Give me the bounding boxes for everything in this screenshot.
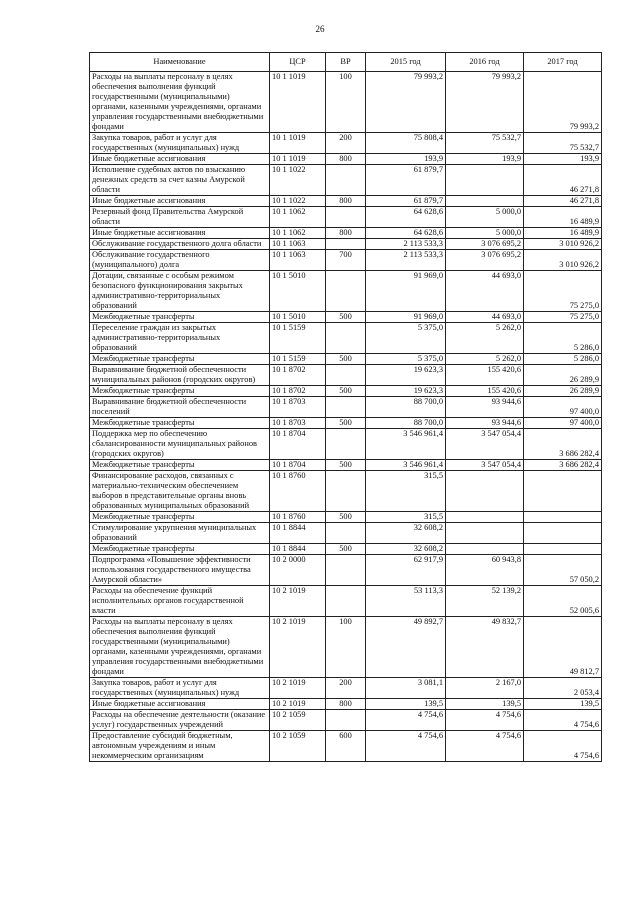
cell-2017: 26 289,9 bbox=[524, 386, 602, 397]
cell-2015: 61 879,7 bbox=[366, 196, 446, 207]
table-row bbox=[90, 397, 602, 418]
cell-csr: 10 1 1022 bbox=[270, 165, 326, 196]
cell-2015: 5 375,0 bbox=[366, 323, 446, 354]
cell-csr: 10 1 5010 bbox=[270, 271, 326, 312]
cell-2015: 5 375,0 bbox=[366, 354, 446, 365]
table-row bbox=[90, 354, 602, 365]
cell-2017: 75 275,0 bbox=[524, 312, 602, 323]
cell-vr: 500 bbox=[326, 386, 366, 397]
cell-2017: 97 400,0 bbox=[524, 397, 602, 418]
cell-vr: 500 bbox=[326, 544, 366, 555]
cell-2017: 4 754,6 bbox=[524, 731, 602, 762]
cell-2017: 57 050,2 bbox=[524, 555, 602, 586]
cell-2017: 79 993,2 bbox=[524, 72, 602, 133]
cell-name: Межбюджетные трансферты bbox=[90, 354, 270, 365]
cell-name: Межбюджетные трансферты bbox=[90, 312, 270, 323]
cell-2017 bbox=[524, 523, 602, 544]
cell-csr: 10 1 1062 bbox=[270, 207, 326, 228]
cell-vr: 600 bbox=[326, 731, 366, 762]
table-row bbox=[90, 312, 602, 323]
cell-2015: 88 700,0 bbox=[366, 418, 446, 429]
cell-2015: 64 628,6 bbox=[366, 228, 446, 239]
cell-2016: 2 167,0 bbox=[446, 678, 524, 699]
cell-2015: 64 628,6 bbox=[366, 207, 446, 228]
cell-name: Переселение граждан из закрытых административно-территориальных образований bbox=[90, 323, 270, 354]
cell-2017 bbox=[524, 471, 602, 512]
cell-2016 bbox=[446, 196, 524, 207]
table-row bbox=[90, 710, 602, 731]
cell-csr: 10 1 5159 bbox=[270, 323, 326, 354]
table-row bbox=[90, 471, 602, 512]
cell-2016 bbox=[446, 523, 524, 544]
cell-name: Иные бюджетные ассигнования bbox=[90, 154, 270, 165]
cell-name: Подпрограмма «Повышение эффективности использования государственного имущества Амурской области» bbox=[90, 555, 270, 586]
cell-name: Дотации, связанные с особым режимом безопасного функционирования закрытых административно-территориальных образований bbox=[90, 271, 270, 312]
cell-2017: 16 489,9 bbox=[524, 207, 602, 228]
cell-name: Закупка товаров, работ и услуг для государственных (муниципальных) нужд bbox=[90, 133, 270, 154]
cell-name: Исполнение судебных актов по взысканию денежных средств за счет казны Амурской области bbox=[90, 165, 270, 196]
budget-table bbox=[89, 52, 602, 762]
cell-2016: 193,9 bbox=[446, 154, 524, 165]
cell-2015: 4 754,6 bbox=[366, 731, 446, 762]
cell-2016: 3 547 054,4 bbox=[446, 429, 524, 460]
cell-csr: 10 1 1019 bbox=[270, 72, 326, 133]
cell-2017: 2 053,4 bbox=[524, 678, 602, 699]
cell-csr: 10 1 8704 bbox=[270, 460, 326, 471]
cell-name: Поддержка мер по обеспечению сбалансированности муниципальных районов (городских округов) bbox=[90, 429, 270, 460]
cell-csr: 10 1 5159 bbox=[270, 354, 326, 365]
cell-2017: 3 686 282,4 bbox=[524, 460, 602, 471]
table-row bbox=[90, 365, 602, 386]
cell-2017: 26 289,9 bbox=[524, 365, 602, 386]
cell-2016: 93 944,6 bbox=[446, 397, 524, 418]
cell-2016: 5 262,0 bbox=[446, 354, 524, 365]
table-row bbox=[90, 429, 602, 460]
cell-csr: 10 2 1019 bbox=[270, 699, 326, 710]
cell-vr: 800 bbox=[326, 228, 366, 239]
cell-2015: 75 808,4 bbox=[366, 133, 446, 154]
table-row bbox=[90, 196, 602, 207]
cell-csr: 10 1 8844 bbox=[270, 544, 326, 555]
cell-2016: 5 262,0 bbox=[446, 323, 524, 354]
cell-2016: 155 420,6 bbox=[446, 365, 524, 386]
cell-csr: 10 1 5010 bbox=[270, 312, 326, 323]
cell-2015: 62 917,9 bbox=[366, 555, 446, 586]
cell-vr: 100 bbox=[326, 617, 366, 678]
table-row bbox=[90, 154, 602, 165]
cell-2015: 193,9 bbox=[366, 154, 446, 165]
cell-csr: 10 2 1019 bbox=[270, 617, 326, 678]
cell-2016: 52 139,2 bbox=[446, 586, 524, 617]
cell-csr: 10 2 1059 bbox=[270, 710, 326, 731]
cell-2017 bbox=[524, 512, 602, 523]
cell-name: Расходы на выплаты персоналу в целях обеспечения выполнения функций государственными (муниципальными) органами, казенными учреждениями, органами управления государственными внебюджетными фондами bbox=[90, 617, 270, 678]
cell-2016: 3 076 695,2 bbox=[446, 250, 524, 271]
cell-vr bbox=[326, 429, 366, 460]
cell-vr: 500 bbox=[326, 354, 366, 365]
cell-2017: 3 010 926,2 bbox=[524, 250, 602, 271]
cell-2016: 60 943,8 bbox=[446, 555, 524, 586]
cell-vr bbox=[326, 397, 366, 418]
table-header-row bbox=[90, 53, 602, 72]
cell-2015: 4 754,6 bbox=[366, 710, 446, 731]
table-row bbox=[90, 207, 602, 228]
cell-2016: 5 000,0 bbox=[446, 228, 524, 239]
cell-vr: 200 bbox=[326, 133, 366, 154]
cell-vr: 800 bbox=[326, 699, 366, 710]
table-row bbox=[90, 731, 602, 762]
table-row bbox=[90, 523, 602, 544]
cell-2017: 75 275,0 bbox=[524, 271, 602, 312]
cell-2016: 79 993,2 bbox=[446, 72, 524, 133]
cell-name: Иные бюджетные ассигнования bbox=[90, 196, 270, 207]
cell-name: Обслуживание государственного долга области bbox=[90, 239, 270, 250]
cell-name: Закупка товаров, работ и услуг для государственных (муниципальных) нужд bbox=[90, 678, 270, 699]
cell-2016: 5 000,0 bbox=[446, 207, 524, 228]
table-row bbox=[90, 512, 602, 523]
cell-vr bbox=[326, 710, 366, 731]
table-row bbox=[90, 72, 602, 133]
table-row bbox=[90, 239, 602, 250]
table-row bbox=[90, 617, 602, 678]
cell-2015: 3 081,1 bbox=[366, 678, 446, 699]
cell-2017: 75 532,7 bbox=[524, 133, 602, 154]
cell-vr: 500 bbox=[326, 312, 366, 323]
cell-2015: 3 546 961,4 bbox=[366, 429, 446, 460]
cell-2015: 19 623,3 bbox=[366, 386, 446, 397]
cell-csr: 10 1 1022 bbox=[270, 196, 326, 207]
cell-csr: 10 2 1019 bbox=[270, 586, 326, 617]
table-row bbox=[90, 460, 602, 471]
cell-vr: 500 bbox=[326, 512, 366, 523]
cell-2017: 52 005,6 bbox=[524, 586, 602, 617]
cell-2015: 49 892,7 bbox=[366, 617, 446, 678]
cell-2017: 46 271,8 bbox=[524, 165, 602, 196]
cell-2016: 93 944,6 bbox=[446, 418, 524, 429]
header-2017: 2017 год bbox=[524, 53, 602, 72]
table-row bbox=[90, 250, 602, 271]
cell-csr: 10 1 8703 bbox=[270, 397, 326, 418]
cell-csr: 10 1 8703 bbox=[270, 418, 326, 429]
cell-vr bbox=[326, 239, 366, 250]
cell-2016: 3 547 054,4 bbox=[446, 460, 524, 471]
cell-2016: 75 532,7 bbox=[446, 133, 524, 154]
cell-2015: 91 969,0 bbox=[366, 271, 446, 312]
table-row bbox=[90, 555, 602, 586]
table-row bbox=[90, 323, 602, 354]
cell-name: Обслуживание государственного (муниципального) долга bbox=[90, 250, 270, 271]
cell-2016 bbox=[446, 165, 524, 196]
header-vr: ВР bbox=[326, 53, 366, 72]
header-csr: ЦСР bbox=[270, 53, 326, 72]
cell-2017: 49 812,7 bbox=[524, 617, 602, 678]
cell-2017 bbox=[524, 544, 602, 555]
cell-2016: 44 693,0 bbox=[446, 271, 524, 312]
cell-2016: 44 693,0 bbox=[446, 312, 524, 323]
cell-vr: 800 bbox=[326, 196, 366, 207]
cell-2016 bbox=[446, 471, 524, 512]
cell-2016: 49 832,7 bbox=[446, 617, 524, 678]
cell-name: Межбюджетные трансферты bbox=[90, 386, 270, 397]
cell-csr: 10 2 0000 bbox=[270, 555, 326, 586]
table-row bbox=[90, 386, 602, 397]
cell-name: Предоставление субсидий бюджетным, автономным учреждениям и иным некоммерческим организациям bbox=[90, 731, 270, 762]
cell-2016: 3 076 695,2 bbox=[446, 239, 524, 250]
header-2016: 2016 год bbox=[446, 53, 524, 72]
table-row bbox=[90, 228, 602, 239]
cell-2015: 2 113 533,3 bbox=[366, 250, 446, 271]
cell-2016: 155 420,6 bbox=[446, 386, 524, 397]
table-row bbox=[90, 133, 602, 154]
cell-2017: 46 271,8 bbox=[524, 196, 602, 207]
cell-name: Расходы на выплаты персоналу в целях обеспечения выполнения функций государственными (муниципальными) органами, казенными учреждениями, органами управления государственными внебюджетными фондами bbox=[90, 72, 270, 133]
cell-2017: 193,9 bbox=[524, 154, 602, 165]
cell-csr: 10 1 8760 bbox=[270, 471, 326, 512]
cell-2015: 79 993,2 bbox=[366, 72, 446, 133]
header-2015: 2015 год bbox=[366, 53, 446, 72]
cell-name: Межбюджетные трансферты bbox=[90, 460, 270, 471]
cell-2015: 2 113 533,3 bbox=[366, 239, 446, 250]
cell-2015: 88 700,0 bbox=[366, 397, 446, 418]
cell-name: Выравнивание бюджетной обеспеченности поселений bbox=[90, 397, 270, 418]
cell-vr bbox=[326, 586, 366, 617]
cell-2015: 139,5 bbox=[366, 699, 446, 710]
cell-name: Иные бюджетные ассигнования bbox=[90, 699, 270, 710]
cell-csr: 10 1 8704 bbox=[270, 429, 326, 460]
cell-2016: 139,5 bbox=[446, 699, 524, 710]
cell-2017: 3 686 282,4 bbox=[524, 429, 602, 460]
table-row bbox=[90, 271, 602, 312]
cell-csr: 10 2 1019 bbox=[270, 678, 326, 699]
table-row bbox=[90, 699, 602, 710]
cell-2016 bbox=[446, 512, 524, 523]
cell-vr: 200 bbox=[326, 678, 366, 699]
cell-csr: 10 1 1063 bbox=[270, 250, 326, 271]
cell-name: Расходы на обеспечение функций исполнительных органов государственной власти bbox=[90, 586, 270, 617]
cell-csr: 10 1 1019 bbox=[270, 154, 326, 165]
cell-2016 bbox=[446, 544, 524, 555]
cell-vr: 500 bbox=[326, 460, 366, 471]
cell-vr bbox=[326, 323, 366, 354]
cell-name: Межбюджетные трансферты bbox=[90, 544, 270, 555]
cell-name: Межбюджетные трансферты bbox=[90, 512, 270, 523]
cell-vr bbox=[326, 271, 366, 312]
cell-2015: 3 546 961,4 bbox=[366, 460, 446, 471]
cell-2017: 139,5 bbox=[524, 699, 602, 710]
cell-2017: 16 489,9 bbox=[524, 228, 602, 239]
cell-2017: 4 754,6 bbox=[524, 710, 602, 731]
cell-name: Выравнивание бюджетной обеспеченности муниципальных районов (городских округов) bbox=[90, 365, 270, 386]
cell-2015: 91 969,0 bbox=[366, 312, 446, 323]
cell-vr bbox=[326, 523, 366, 544]
table-row bbox=[90, 418, 602, 429]
cell-2017: 5 286,0 bbox=[524, 323, 602, 354]
cell-name: Межбюджетные трансферты bbox=[90, 418, 270, 429]
table-row bbox=[90, 165, 602, 196]
cell-2016: 4 754,6 bbox=[446, 710, 524, 731]
cell-csr: 10 1 1063 bbox=[270, 239, 326, 250]
cell-2015: 32 608,2 bbox=[366, 544, 446, 555]
cell-csr: 10 1 8702 bbox=[270, 365, 326, 386]
cell-vr bbox=[326, 165, 366, 196]
cell-2015: 32 608,2 bbox=[366, 523, 446, 544]
cell-csr: 10 1 8702 bbox=[270, 386, 326, 397]
cell-2015: 53 113,3 bbox=[366, 586, 446, 617]
cell-name: Финансирование расходов, связанных с материально-техническим обеспечением выборов в представительные органы вновь образованных муниципальных образований bbox=[90, 471, 270, 512]
cell-2016: 4 754,6 bbox=[446, 731, 524, 762]
cell-2017: 3 010 926,2 bbox=[524, 239, 602, 250]
cell-vr: 700 bbox=[326, 250, 366, 271]
cell-2015: 315,5 bbox=[366, 512, 446, 523]
cell-vr: 100 bbox=[326, 72, 366, 133]
cell-name: Стимулирование укрупнения муниципальных образований bbox=[90, 523, 270, 544]
cell-csr: 10 1 8844 bbox=[270, 523, 326, 544]
header-name: Наименование bbox=[90, 53, 270, 72]
cell-name: Резервный фонд Правительства Амурской области bbox=[90, 207, 270, 228]
cell-vr bbox=[326, 471, 366, 512]
cell-vr bbox=[326, 207, 366, 228]
cell-vr: 800 bbox=[326, 154, 366, 165]
cell-2015: 315,5 bbox=[366, 471, 446, 512]
cell-csr: 10 1 1019 bbox=[270, 133, 326, 154]
cell-vr: 500 bbox=[326, 418, 366, 429]
table-row bbox=[90, 586, 602, 617]
cell-csr: 10 2 1059 bbox=[270, 731, 326, 762]
table-row bbox=[90, 544, 602, 555]
cell-2015: 61 879,7 bbox=[366, 165, 446, 196]
cell-name: Расходы на обеспечение деятельности (оказание услуг) государственных учреждений bbox=[90, 710, 270, 731]
cell-csr: 10 1 1062 bbox=[270, 228, 326, 239]
cell-vr bbox=[326, 365, 366, 386]
table-row bbox=[90, 678, 602, 699]
cell-2017: 97 400,0 bbox=[524, 418, 602, 429]
cell-vr bbox=[326, 555, 366, 586]
cell-2017: 5 286,0 bbox=[524, 354, 602, 365]
cell-2015: 19 623,3 bbox=[366, 365, 446, 386]
cell-name: Иные бюджетные ассигнования bbox=[90, 228, 270, 239]
page-number: 26 bbox=[315, 24, 325, 34]
cell-csr: 10 1 8760 bbox=[270, 512, 326, 523]
